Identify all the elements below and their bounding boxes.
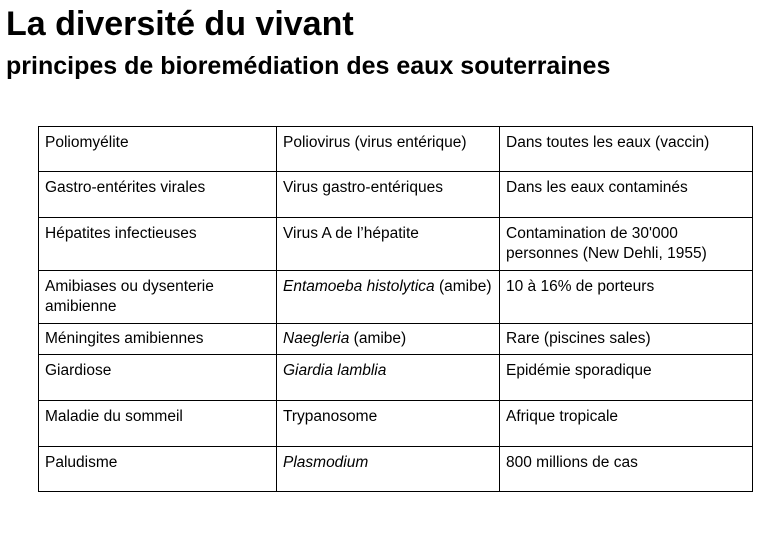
disease-table	[38, 126, 753, 492]
disease-cell: Gastro-entérites virales	[39, 172, 277, 218]
agent-cell	[277, 324, 500, 355]
agent-text: Virus A de l’hépatite	[283, 225, 419, 242]
agent-cell	[277, 271, 500, 324]
agent-cell	[277, 172, 500, 218]
disease-cell: Poliomyélite	[39, 127, 277, 172]
table-row	[39, 324, 753, 355]
agent-latin-name: Giardia lamblia	[283, 362, 387, 379]
disease-cell: Maladie du sommeil	[39, 401, 277, 447]
agent-latin-name: Naegleria	[283, 330, 350, 347]
agent-text: (amibe)	[349, 330, 407, 347]
agent-latin-name: Plasmodium	[283, 454, 369, 471]
disease-cell: Hépatites infectieuses	[39, 218, 277, 271]
table-row	[39, 401, 753, 447]
agent-text: Trypanosome	[283, 408, 378, 425]
table-row	[39, 127, 753, 172]
agent-cell	[277, 127, 500, 172]
note-cell: 800 millions de cas	[500, 447, 753, 492]
table-row	[39, 218, 753, 271]
note-cell: Dans les eaux contaminés	[500, 172, 753, 218]
agent-text: (amibe)	[434, 278, 492, 295]
table-row	[39, 447, 753, 492]
table-row	[39, 172, 753, 218]
note-cell: Dans toutes les eaux (vaccin)	[500, 127, 753, 172]
agent-cell	[277, 218, 500, 271]
note-cell: Afrique tropicale	[500, 401, 753, 447]
disease-cell: Giardiose	[39, 355, 277, 401]
note-cell: Contamination de 30'000 personnes (New Dehli, 1955)	[500, 218, 753, 271]
disease-cell: Méningites amibiennes	[39, 324, 277, 355]
agent-cell	[277, 401, 500, 447]
table-row	[39, 271, 753, 324]
note-cell: Epidémie sporadique	[500, 355, 753, 401]
note-cell: 10 à 16% de porteurs	[500, 271, 753, 324]
agent-cell	[277, 355, 500, 401]
agent-cell	[277, 447, 500, 492]
note-cell: Rare (piscines sales)	[500, 324, 753, 355]
slide-subtitle: principes de bioremédiation des eaux souterraines	[6, 52, 611, 80]
disease-cell: Paludisme	[39, 447, 277, 492]
agent-text: Poliovirus (virus entérique)	[283, 134, 467, 151]
agent-text: Virus gastro-entériques	[283, 179, 443, 196]
disease-cell: Amibiases ou dysenterie amibienne	[39, 271, 277, 324]
slide-title: La diversité du vivant	[6, 5, 354, 43]
table-row	[39, 355, 753, 401]
agent-latin-name: Entamoeba histolytica	[283, 278, 435, 295]
